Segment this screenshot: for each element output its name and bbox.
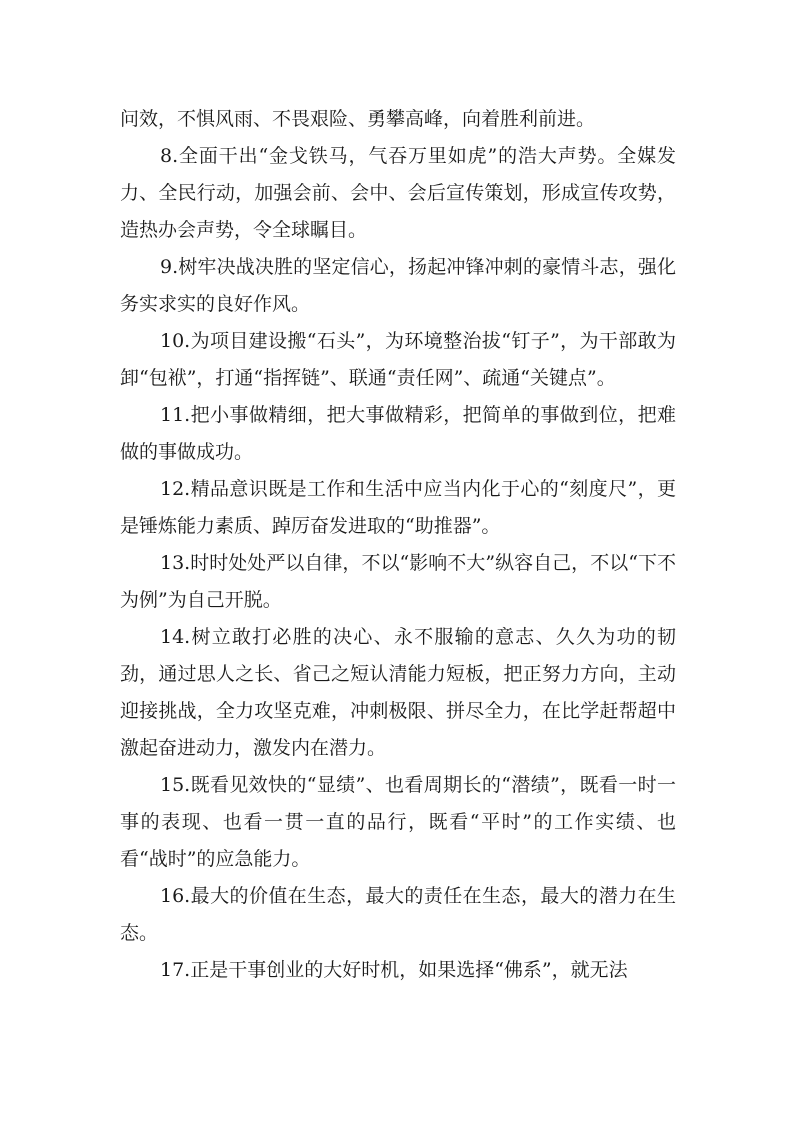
paragraph-item-11: 11.把小事做精细，把大事做精彩，把简单的事做到位，把难做的事做成功。: [120, 404, 676, 463]
paragraph-item-8: 8.全面干出“金戈铁马，气吞万里如虎”的浩大声势。全媒发力、全民行动，加强会前、会中、会后宣传策划，形成宣传攻势，造热办会声势，令全球瞩目。: [120, 145, 676, 241]
paragraph-item-16: 16.最大的价值在生态，最大的责任在生态，最大的潜力在生态。: [120, 885, 676, 944]
paragraph-item-14: 14.树立敢打必胜的决心、永不服输的意志、久久为功的韧劲，通过思人之长、省己之短认清能力短板，把正努力方向，主动迎接挑战，全力攻坚克难，冲刺极限、拼尽全力，在比学赶帮超中激起奋进动力，激发内在潜力。: [120, 626, 676, 759]
paragraph-item-13: 13.时时处处严以自律，不以“影响不大”纵容自己，不以“下不为例”为自己开脱。: [120, 552, 676, 611]
paragraph-item-10: 10.为项目建设搬“石头”，为环境整治拔“钉子”，为干部敢为卸“包袱”，打通“指挥链”、联通“责任网”、疏通“关键点”。: [120, 330, 676, 389]
paragraph-item-15: 15.既看见效快的“显绩”、也看周期长的“潜绩”，既看一时一事的表现、也看一贯一直的品行，既看“平时”的工作实绩、也看“战时”的应急能力。: [120, 774, 676, 870]
document-body: [120, 101, 676, 989]
paragraph-item-9: 9.树牢决战决胜的坚定信心，扬起冲锋冲刺的豪情斗志，强化务实求实的良好作风。: [120, 256, 676, 315]
paragraph-item-17: 17.正是干事创业的大好时机，如果选择“佛系”，就无法: [160, 959, 628, 981]
paragraph-continuation: 问效，不惧风雨、不畏艰险、勇攀高峰，向着胜利前进。: [120, 108, 596, 130]
paragraph-item-12: 12.精品意识既是工作和生活中应当内化于心的“刻度尺”，更是锤炼能力素质、踔厉奋发进取的“助推器”。: [120, 478, 676, 537]
